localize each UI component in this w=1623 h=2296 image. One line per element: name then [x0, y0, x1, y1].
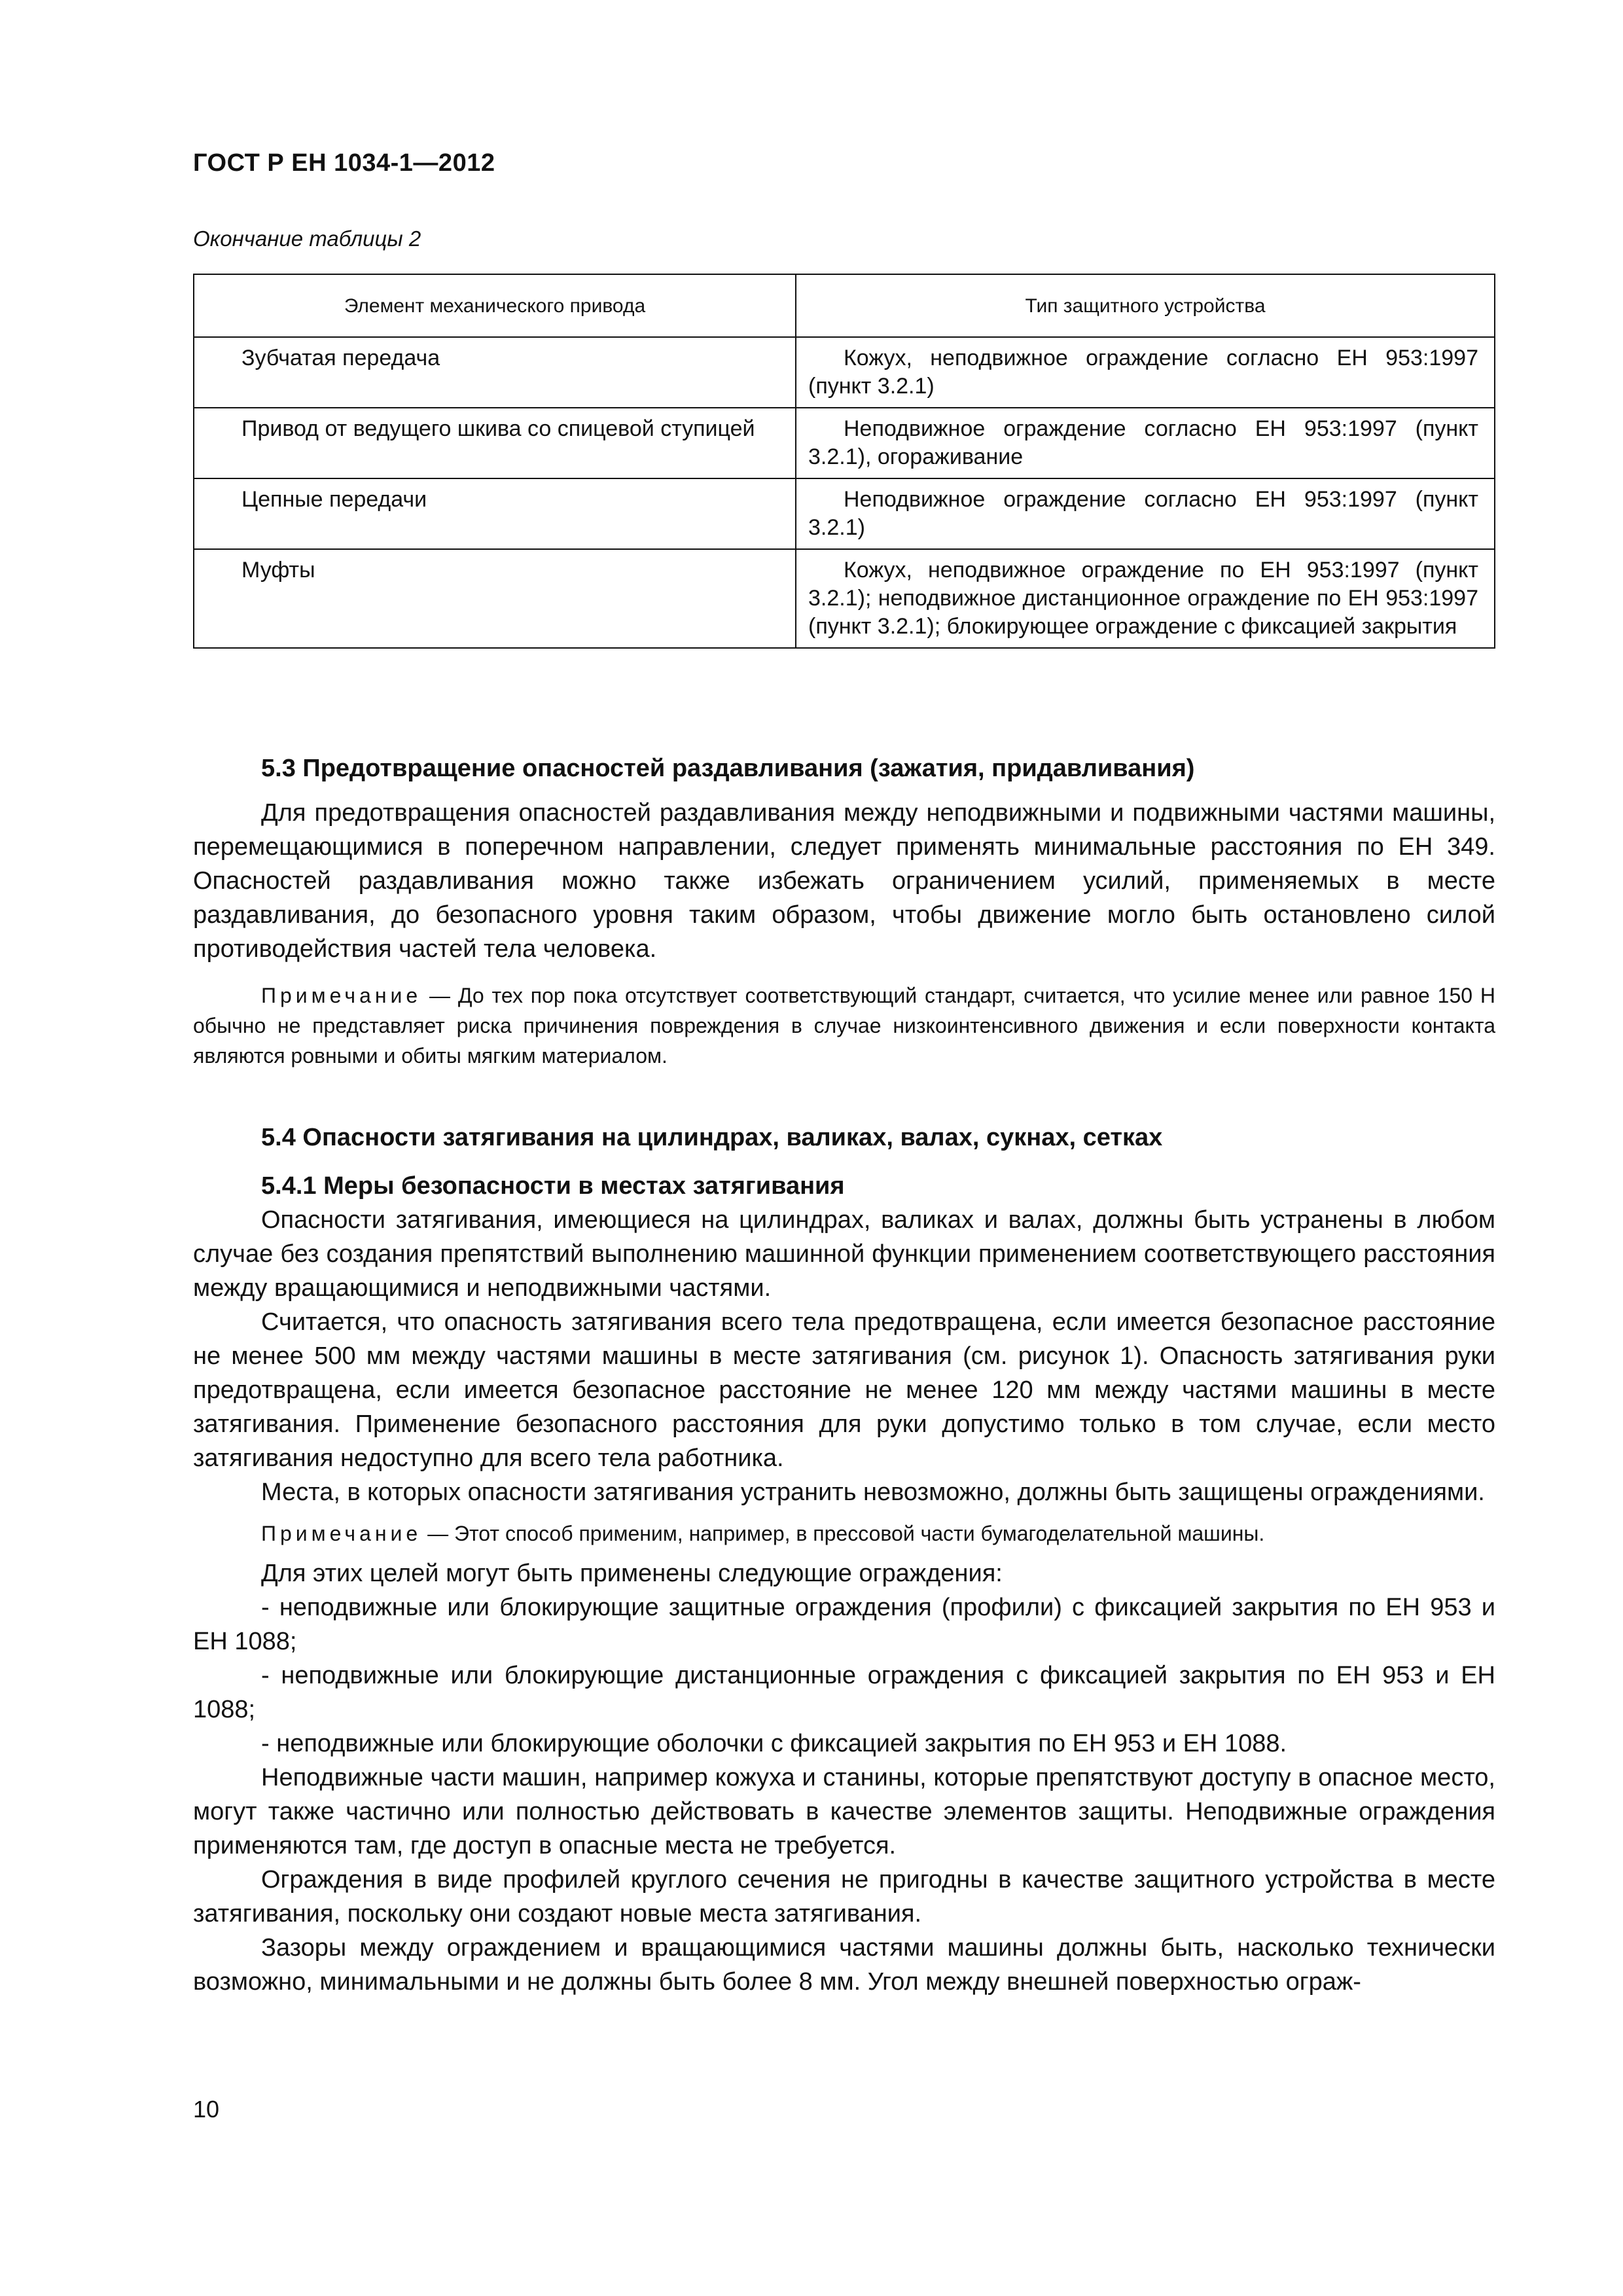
- table-row: [194, 408, 1495, 478]
- table-caption: Окончание таблицы 2: [193, 226, 421, 251]
- cell-element: Зубчатая передача: [194, 337, 796, 408]
- guard-table: [193, 274, 1495, 649]
- column-header-element: Элемент механического привода: [194, 274, 796, 337]
- paragraph: Для предотвращения опасностей раздавливания между неподвижными и подвижными частями машины, перемещающимися в поперечном направлении, следует применять минимальные расстояния по ЕН 349. Опасностей раздавливания можно также избежать ограничением усилий, применяемых в месте раздавливания, до безопасного уровня таким образом, чтобы движение могло быть остановлено силой противодействия частей тела человека.: [193, 799, 1495, 963]
- note-text: — Этот способ применим, например, в прессовой части бумагоделательной машины.: [421, 1522, 1265, 1545]
- paragraph: Ограждения в виде профилей круглого сечения не пригодны в качестве защитного устройства в месте затягивания, поскольку они создают новые места затягивания.: [193, 1866, 1495, 1928]
- cell-element: Цепные передачи: [194, 478, 796, 549]
- paragraph: Считается, что опасность затягивания всего тела предотвращена, если имеется безопасное расстояние не менее 500 мм между частями машины в месте затягивания (см. рисунок 1). Опасность затягивания руки предотвращена, если имеется безопасное расстояние не менее 120 мм между частями машины в месте затягивания. Применение безопасного расстояния для руки допустимо только в том случае, если место затягивания недоступно для всего тела работника.: [193, 1308, 1495, 1472]
- note: [193, 1518, 1495, 1549]
- paragraph: Зазоры между ограждением и вращающимися частями машины должны быть, насколько технически возможно, минимальными и не должны быть более 8 мм. Угол между внешней поверхностью ограж-: [193, 1934, 1495, 1996]
- cell-guard: Неподвижное ограждение согласно ЕН 953:1997 (пункт 3.2.1), огораживание: [796, 408, 1495, 478]
- paragraph: Места, в которых опасности затягивания устранить невозможно, должны быть защищены ограждениями.: [261, 1479, 1485, 1506]
- cell-element: Муфты: [194, 549, 796, 648]
- note: [193, 980, 1495, 1071]
- note-label: Примечание: [261, 1522, 422, 1545]
- list-item: - неподвижные или блокирующие дистанционные ограждения с фиксацией закрытия по ЕН 953 и ЕН 1088;: [193, 1662, 1495, 1723]
- table-header-row: [194, 274, 1495, 337]
- section-5-4: [193, 1121, 1495, 1999]
- page-number: 10: [193, 2096, 220, 2123]
- cell-element: Привод от ведущего шкива со спицевой ступицей: [194, 408, 796, 478]
- table-row: [194, 337, 1495, 408]
- note-label: Примечание: [261, 984, 422, 1007]
- column-header-guard: Тип защитного устройства: [796, 274, 1495, 337]
- paragraph: Опасности затягивания, имеющиеся на цилиндрах, валиках и валах, должны быть устранены в любом случае без создания препятствий выполнению машинной функции применением соответствующего расстояния между вращающимися и неподвижными частями.: [193, 1206, 1495, 1302]
- note-text: — До тех пор пока отсутствует соответствующий стандарт, считается, что усилие менее или равное 150 Н обычно не представляет риска причинения повреждения в случае низкоинтенсивного движения и если поверхности контакта являются ровными и обиты мягким материалом.: [193, 984, 1495, 1067]
- list-item: - неподвижные или блокирующие оболочки с фиксацией закрытия по ЕН 953 и ЕН 1088.: [261, 1730, 1287, 1757]
- section-5-3: [193, 751, 1495, 1071]
- cell-guard: Неподвижное ограждение согласно ЕН 953:1997 (пункт 3.2.1): [796, 478, 1495, 549]
- cell-guard: Кожух, неподвижное ограждение по ЕН 953:1997 (пункт 3.2.1); неподвижное дистанционное ограждение по ЕН 953:1997 (пункт 3.2.1); блокирующее ограждение с фиксацией закрытия: [796, 549, 1495, 648]
- section-heading: 5.3 Предотвращение опасностей раздавливания (зажатия, придавливания): [261, 755, 1195, 782]
- paragraph: Неподвижные части машин, например кожуха и станины, которые препятствуют доступу в опасное место, могут также частично или полностью действовать в качестве элементов защиты. Неподвижные ограждения применяются там, где доступ в опасные места не требуется.: [193, 1764, 1495, 1859]
- paragraph: Для этих целей могут быть применены следующие ограждения:: [261, 1560, 1003, 1587]
- table-row: [194, 549, 1495, 648]
- table-row: [194, 478, 1495, 549]
- document-header: ГОСТ Р ЕН 1034-1—2012: [193, 149, 495, 177]
- cell-guard: Кожух, неподвижное ограждение согласно ЕН 953:1997 (пункт 3.2.1): [796, 337, 1495, 408]
- list-item: - неподвижные или блокирующие защитные ограждения (профили) с фиксацией закрытия по ЕН 953 и ЕН 1088;: [193, 1594, 1495, 1655]
- section-heading: 5.4 Опасности затягивания на цилиндрах, валиках, валах, сукнах, сетках: [261, 1124, 1163, 1151]
- subsection-heading: 5.4.1 Меры безопасности в местах затягивания: [261, 1172, 845, 1200]
